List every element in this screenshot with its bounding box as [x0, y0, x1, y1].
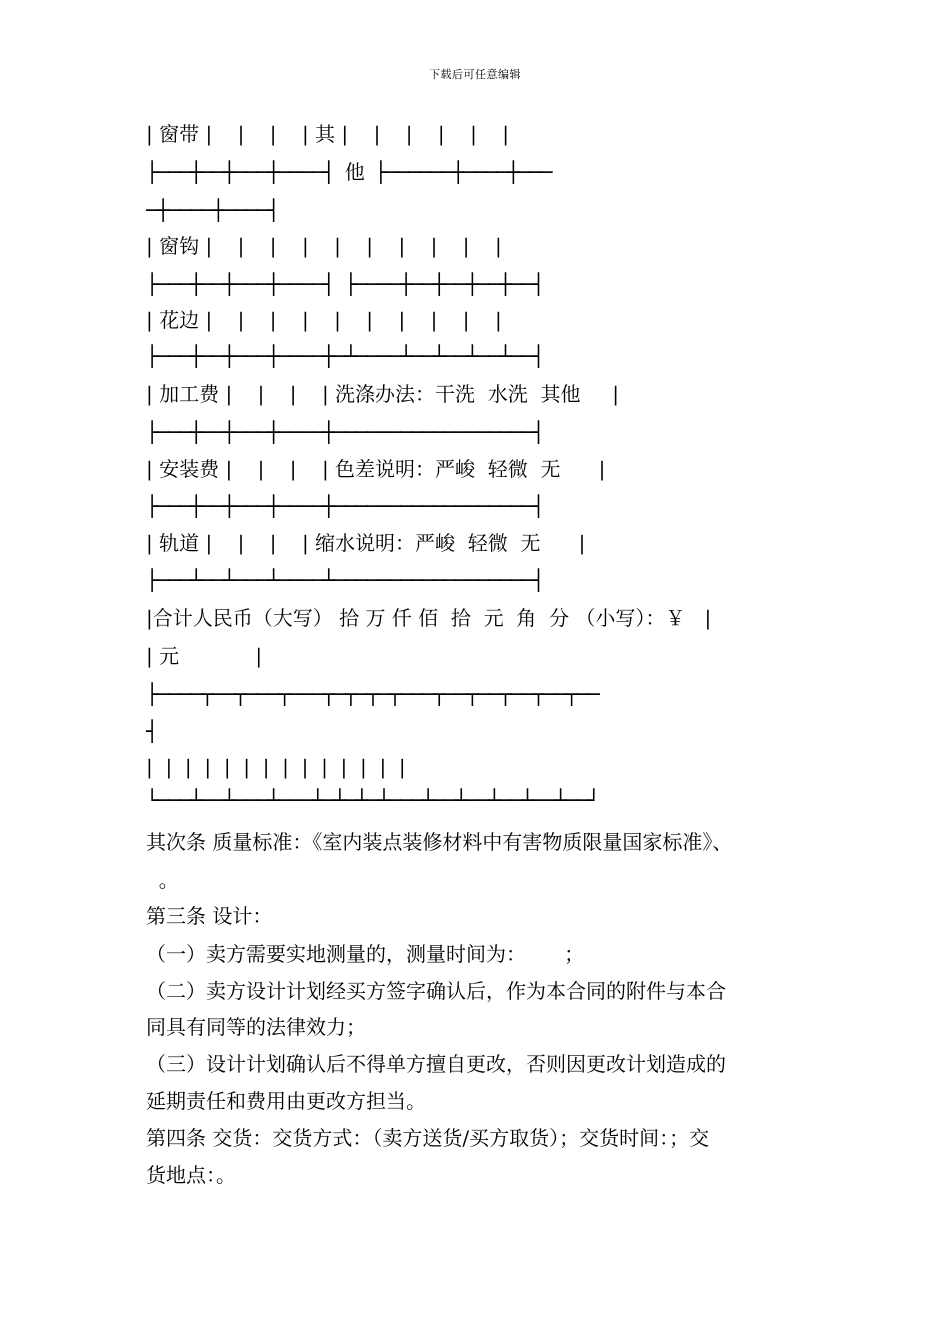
table-row-installation-fee: | 安装费 | | | | 色差说明：严峻 轻微 无 | — [146, 457, 606, 481]
table-row-total: |合计人民币（大写） 拾 万 仟 佰 拾 元 角 分 （小写）：￥ | — [146, 606, 712, 630]
table-rule: ├───┴──┴───┴────┴──────────────────┤ — [146, 568, 544, 592]
table-rule: ┤ — [146, 719, 158, 743]
table-rule: ├───┼──┼───┼────┤ ├────┼──┼──┼──┼──┤ — [146, 272, 544, 296]
clause-design-item-3-cont: 延期责任和费用由更改方担当。 — [146, 1089, 426, 1113]
table-row-track: | 轨道 | | | | 缩水说明：严峻 轻微 无 | — [146, 531, 586, 555]
table-rule: ├───┼──┼───┼────┤ 他 ├──────┼────┼─── — [146, 160, 552, 184]
clause-delivery: 第四条 交货：交货方式：（卖方送货/买方取货）；交货时间：；交 — [146, 1126, 710, 1150]
table-rule: ├───┼──┼───┼────┼─┴────┴──┴──┴──┴──┤ — [146, 344, 544, 368]
clause-design-item-1: （一）卖方需要实地测量的，测量时间为： ； — [146, 942, 585, 966]
table-row-processing-fee: | 加工费 | | | | 洗涤办法：干洗 水洗 其他 | — [146, 382, 620, 406]
clause-design-item-3: （三）设计计划确认后不得单方擅自更改，否则因更改计划造成的 — [146, 1052, 726, 1076]
table-rule: ├───┼──┼───┼────┼──────────────────┤ — [146, 420, 544, 444]
page-header-note: 下载后可任意编辑 — [429, 68, 521, 81]
table-row-total-unit: | 元 | — [146, 644, 263, 668]
table-rule: ├───┼──┼───┼────┼──────────────────┤ — [146, 494, 544, 518]
table-bottom-rule: └───┴──┴───┴───┴─┴─┴─┴───┴──┴──┴──┴──┴──┘ — [146, 788, 599, 812]
clause-design-item-2-cont: 同具有同等的法律效力； — [146, 1015, 366, 1039]
clause-quality-standard: 其次条 质量标准：《室内装点装修材料中有害物质限量国家标准》、 — [146, 830, 733, 854]
table-row-curtain-strap: | 窗带 | | | | 其 | | | | | | — [146, 122, 509, 146]
clause-delivery-cont: 货地点：。 — [146, 1163, 236, 1187]
table-row-curtain-hook: | 窗钩 | | | | | | | | | | — [146, 234, 502, 258]
table-rule: ─┼────┼────┤ — [146, 198, 279, 222]
clause-design-item-2: （二）卖方设计计划经买方签字确认后，作为本合同的附件与本合 — [146, 979, 726, 1003]
clause-quality-standard-end: 。 — [146, 868, 179, 892]
table-rule: ├────┬──┬───┬───┬─┬─┬─┬───┬──┬──┬──┬──┬── — [146, 682, 599, 706]
clause-design-heading: 第三条 设计： — [146, 904, 273, 928]
table-row-empty: | | | | | | | | | | | | | | — [146, 755, 406, 779]
table-row-lace: | 花边 | | | | | | | | | | — [146, 308, 502, 332]
